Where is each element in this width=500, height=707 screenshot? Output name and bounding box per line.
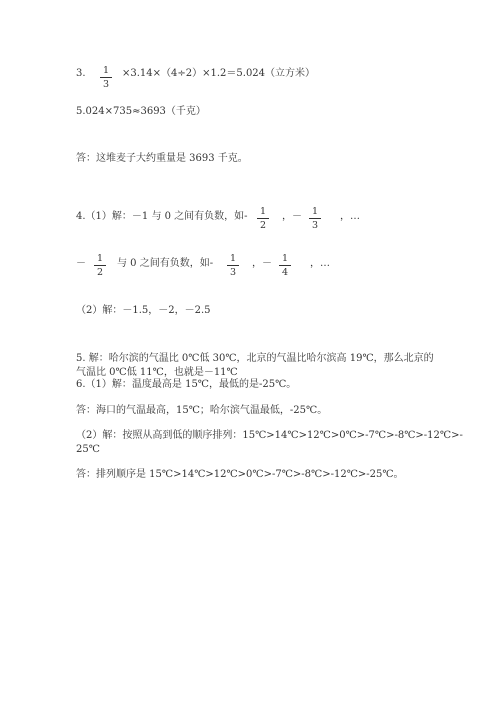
fraction-bar — [309, 218, 321, 219]
q6-answer1: 答：海口的气温最高，15℃；哈尔滨气温最低，-25℃。 — [76, 405, 328, 416]
q4-line2-ellipsis: ，… — [310, 258, 330, 269]
fraction-denominator: 2 — [259, 220, 267, 231]
fraction-numerator: 1 — [96, 253, 104, 264]
fraction-one-half — [257, 206, 269, 231]
q3-answer: 答：这堆麦子大约重量是 3693 千克。 — [76, 153, 248, 164]
q3-expression: ×3.14×（4÷2）×1.2＝5.024（立方米） — [122, 68, 316, 79]
fraction-bar — [100, 77, 112, 78]
q6-part2-line2: 25℃ — [76, 444, 100, 455]
fraction-one-third — [309, 206, 321, 231]
q6-part1: 6.（1）解：温度最高是 15℃，最低的是-25℃。 — [76, 379, 297, 390]
q4-part1-ellipsis: ，… — [340, 211, 360, 222]
fraction-numerator: 1 — [311, 206, 319, 217]
fraction-denominator: 3 — [229, 267, 237, 278]
fraction-denominator: 4 — [281, 267, 289, 278]
q4-line2-text: 与 0 之间有负数，如- — [117, 258, 214, 269]
fraction-bar — [257, 218, 269, 219]
q4-part1-separator: ，－ — [282, 211, 302, 222]
fraction-bar — [94, 265, 106, 266]
fraction-one-quarter — [279, 253, 291, 278]
fraction-denominator: 2 — [96, 267, 104, 278]
q5-line1: 5. 解：哈尔滨的气温比 0℃低 30℃，北京的气温比哈尔滨高 19℃，那么北京的 — [76, 353, 434, 364]
fraction-denominator: 3 — [311, 220, 319, 231]
fraction-one-third — [227, 253, 239, 278]
fraction-denominator: 3 — [102, 79, 110, 90]
fraction-bar — [279, 265, 291, 266]
q6-answer2: 答：排列顺序是 15℃>14℃>12℃>0℃>-7℃>-8℃>-12℃>-25℃。 — [76, 469, 404, 480]
q4-negative-sign: － — [76, 258, 86, 269]
q6-part2-line1: （2）解：按照从高到低的顺序排列：15℃>14℃>12℃>0℃>-7℃>-8℃>-12℃>- — [76, 430, 463, 441]
fraction-one-third — [100, 65, 112, 90]
fraction-one-half — [94, 253, 106, 278]
fraction-numerator: 1 — [259, 206, 267, 217]
q4-part1-text: 4.（1）解：－1 与 0 之间有负数，如- — [76, 211, 248, 222]
q3-number: 3. — [76, 68, 86, 79]
fraction-numerator: 1 — [102, 65, 110, 76]
q4-part2: （2）解：－1.5，－2，－2.5 — [76, 305, 211, 316]
q5-line2: 气温比 0℃低 11℃，也就是－11℃ — [76, 367, 238, 378]
q3-weight-line: 5.024×735≈3693（千克） — [76, 106, 206, 117]
fraction-bar — [227, 265, 239, 266]
fraction-numerator: 1 — [281, 253, 289, 264]
fraction-numerator: 1 — [229, 253, 237, 264]
q4-line2-separator: ，－ — [252, 258, 272, 269]
